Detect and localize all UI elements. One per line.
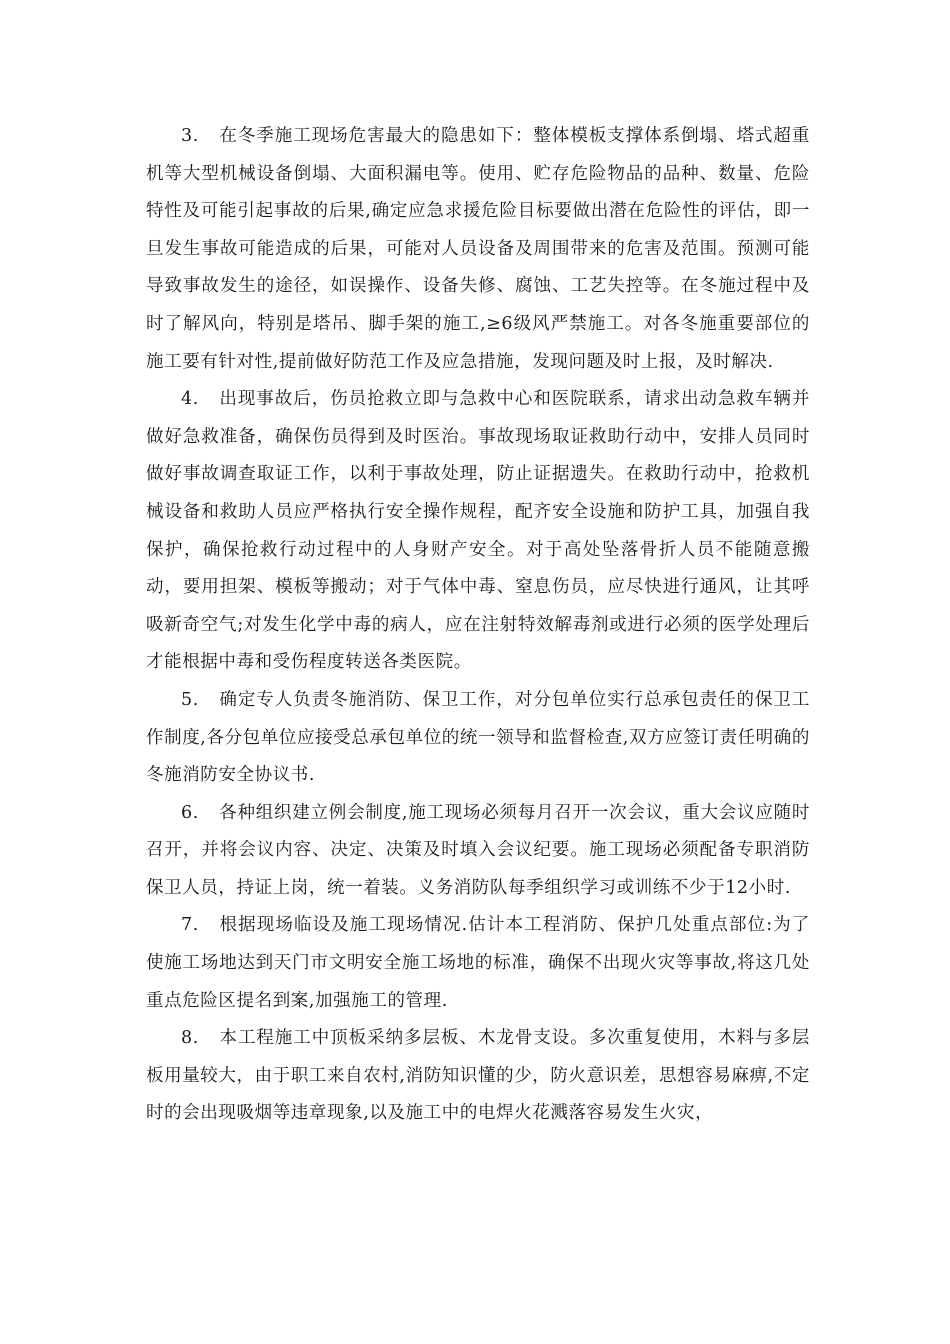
paragraph-text: 确定专人负责冬施消防、保卫工作，对分包单位实行总承包责任的保卫工作制度,各分包单位应接受总承包单位的统一领导和监督检查,双方应签订责任明确的冬施消防安全协议书. <box>146 689 810 786</box>
paragraph-3 <box>146 118 810 381</box>
paragraph-text: 本工程施工中顶板采纳多层板、木龙骨支设。多次重复使用，木料与多层板用量较大，由于职工来自农村,消防知识懂的少，防火意识差，思想容易麻痹,不定时的会出现吸烟等违章现象,以及施工中的电焊火花溅落容易发生火灾， <box>146 1028 810 1124</box>
paragraph-number: 8. <box>181 1028 199 1049</box>
paragraph-4 <box>146 381 810 682</box>
document-body <box>146 118 810 1133</box>
paragraph-8 <box>146 1020 810 1133</box>
paragraph-number: 5. <box>181 689 199 710</box>
paragraph-text: 各种组织建立例会制度,施工现场必须每月召开一次会议，重大会议应随时召开，并将会议内容、决定、决策及时填入会议纪要。施工现场必须配备专职消防保卫人员，持证上岗，统一着装。义务消防队每季组织学习或训练不少于12小时. <box>146 802 810 898</box>
paragraph-6 <box>146 795 810 908</box>
paragraph-7 <box>146 907 810 1020</box>
paragraph-text: 在冬季施工现场危害最大的隐患如下：整体模板支撑体系倒塌、塔式超重机等大型机械设备倒塌、大面积漏电等。使用、贮存危险物品的品种、数量、危险特性及可能引起事故的后果,确定应急求援危险目标要做出潜在危险性的评估，即一旦发生事故可能造成的后果，可能对人员设备及周围带来的危害及范围。预测可能导致事故发生的途径，如误操作、设备失修、腐蚀、工艺失控等。在冬施过程中及时了解风向，特别是塔吊、脚手架的施工,≥6级风严禁施工。对各冬施重要部位的施工要有针对性,提前做好防范工作及应急措施，发现问题及时上报，及时解决. <box>146 126 810 372</box>
paragraph-number: 6. <box>181 802 199 823</box>
paragraph-number: 4. <box>181 389 199 410</box>
paragraph-number: 7. <box>181 915 199 936</box>
paragraph-5 <box>146 682 810 795</box>
paragraph-number: 3. <box>181 126 199 146</box>
paragraph-text: 出现事故后，伤员抢救立即与急救中心和医院联系，请求出动急救车辆并做好急救准备，确保伤员得到及时医治。事故现场取证救助行动中，安排人员同时做好事故调查取证工作，以利于事故处理，防止证据遗失。在救助行动中，抢救机械设备和救助人员应严格执行安全操作规程，配齐安全设施和防护工具，加强自我保护，确保抢救行动过程中的人身财产安全。对于高处坠落骨折人员不能随意搬动，要用担架、模板等搬动；对于气体中毒、窒息伤员，应尽快进行通风，让其呼吸新奇空气;对发生化学中毒的病人，应在注射特效解毒剂或进行必须的医学处理后才能根据中毒和受伤程度转送各类医院。 <box>146 389 810 673</box>
paragraph-text: 根据现场临设及施工现场情况.估计本工程消防、保护几处重点部位:为了使施工场地达到天门市文明安全施工场地的标准，确保不出现火灾等事故,将这几处重点危险区提名到案,加强施工的管理. <box>146 915 810 1011</box>
